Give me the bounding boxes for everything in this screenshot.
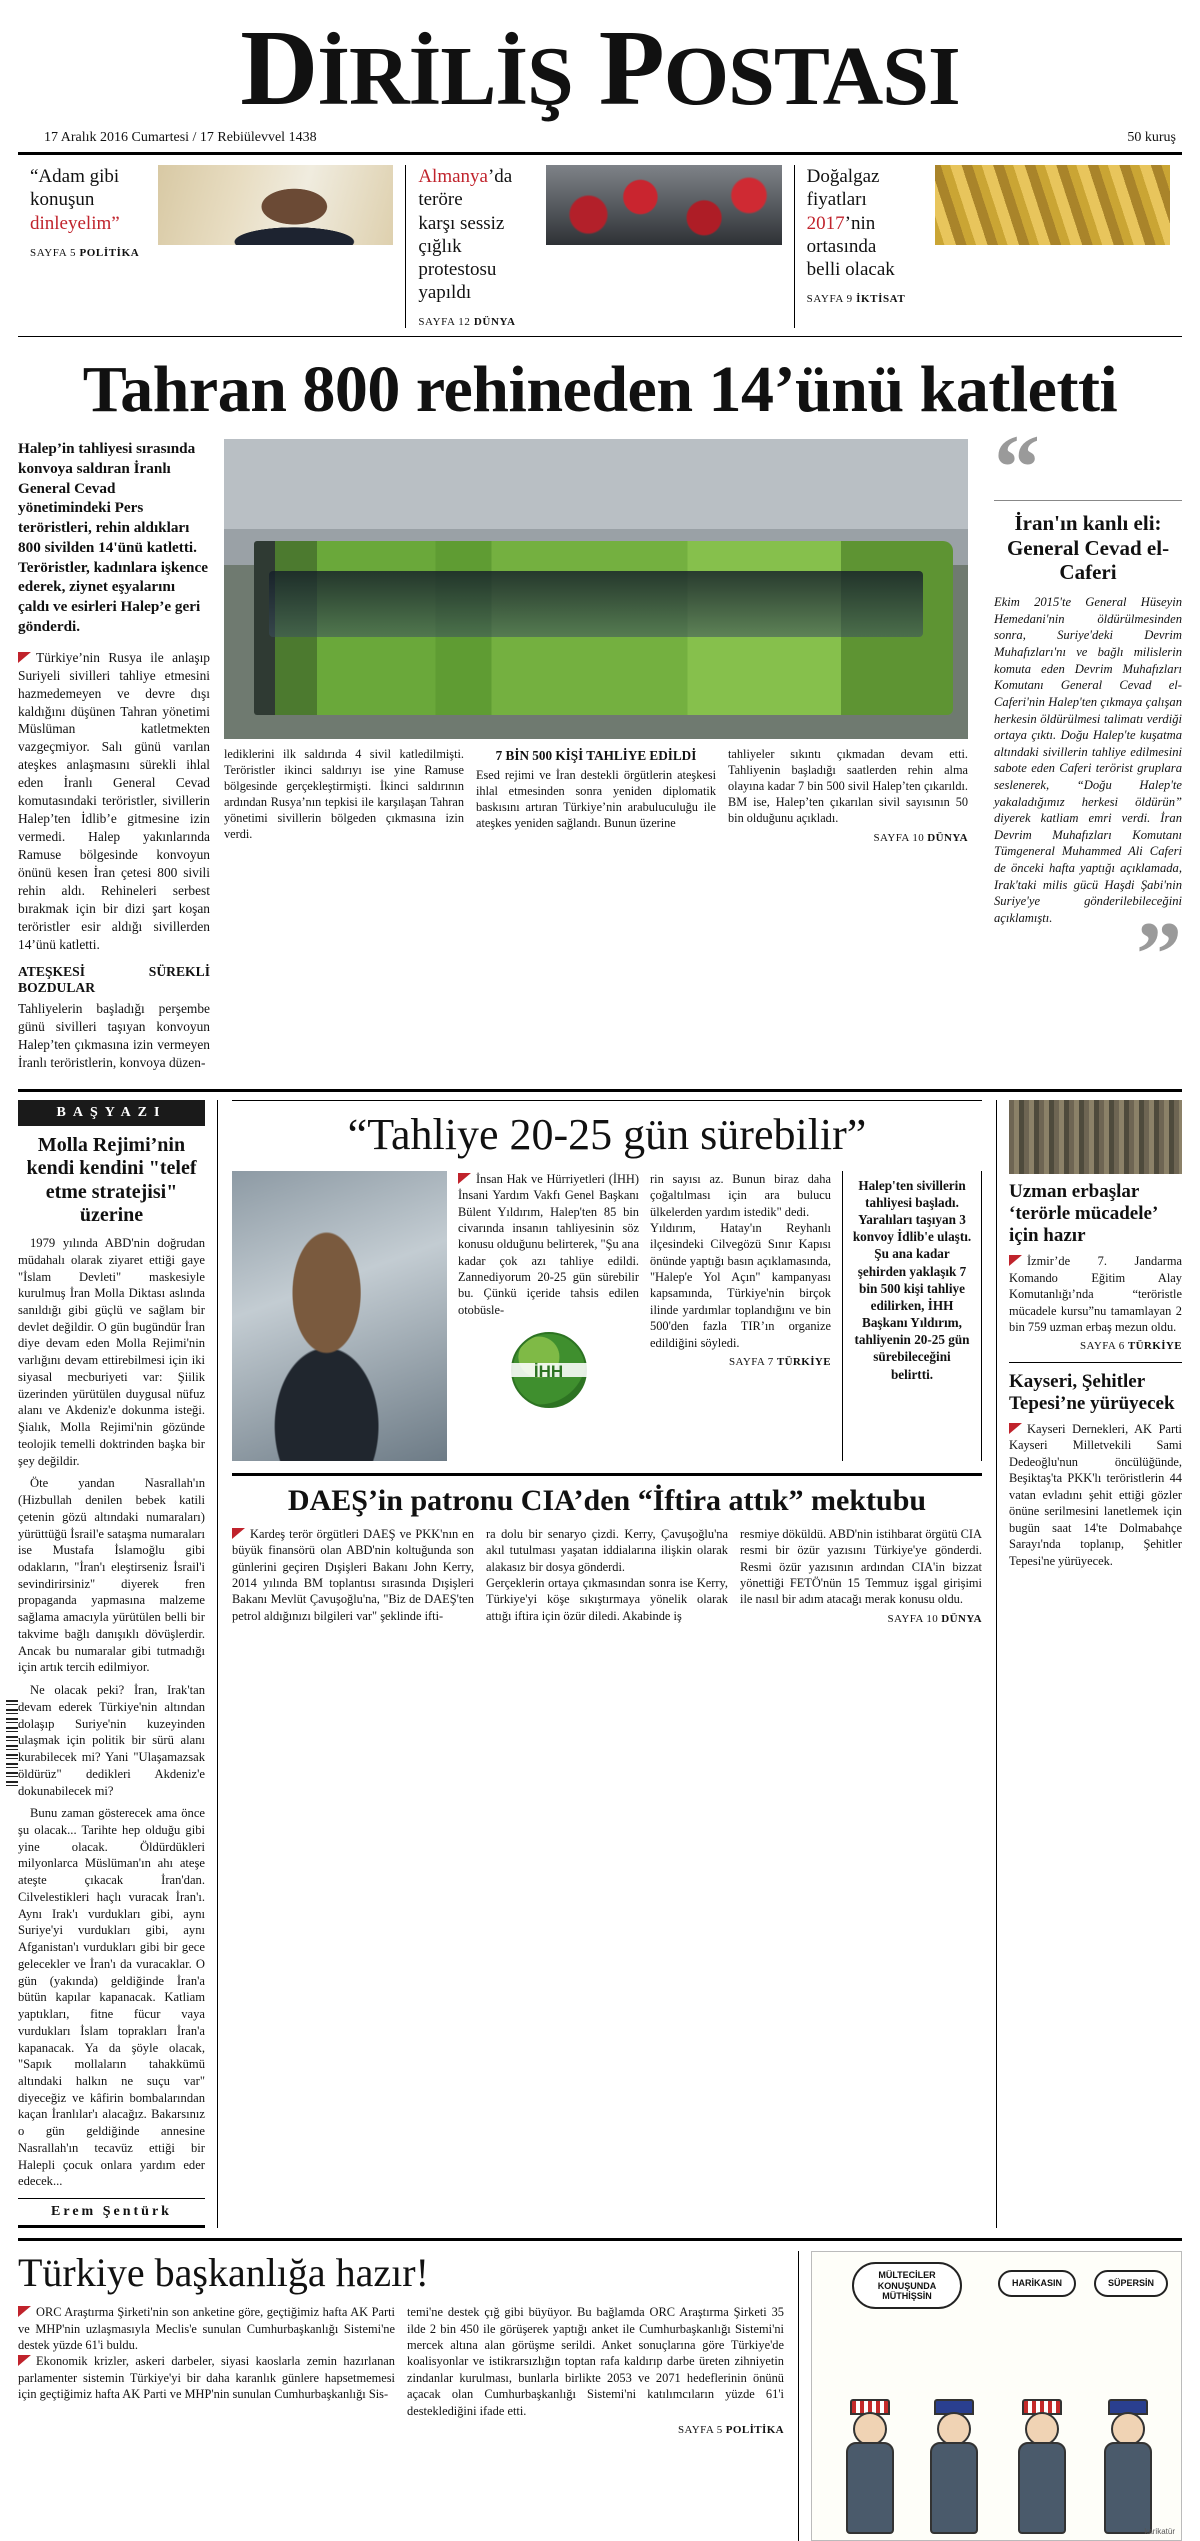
caption-column-2-text: Esed rejimi ve İran destekli örgütlerin ateşkesi ihlal etmesinden sonra yeniden diplomatik baskısını artıran Türkiye’nin arabuluculuğu ile ateşkes yeniden sağlandı. Bunun üzerine <box>476 768 716 831</box>
daes-column-2 <box>486 1526 728 1626</box>
cartoon-signature: karikatür <box>1144 2527 1175 2537</box>
center-text-column-2 <box>650 1171 831 1461</box>
caption-column-1: lediklerini ilk saldırıda 4 sivil katledilmişti. Teröristler ikinci saldırıyı ise yine Ramuse bölgesinde gerçekleştirmişti. İkinci saldırının ardından Rusya’nın tepkisi ile karşılaşan Tahran yönetimi sivillerin bölgeden çıkmasına izin verdi. <box>224 747 464 842</box>
masthead-meta <box>18 124 1182 150</box>
teaser-line-1-red: Almanya <box>418 166 488 188</box>
daes-column-1 <box>232 1526 474 1626</box>
ref-page: SAYFA 5 <box>677 2423 723 2436</box>
bulent-yildirim-photo <box>232 1171 447 1461</box>
title-d: D <box>240 9 318 128</box>
ref-section: DÜNYA <box>927 832 968 845</box>
cartoon-body-3 <box>1018 2442 1066 2534</box>
teaser-item-dunya[interactable] <box>405 165 793 328</box>
center-paragraph-1: İnsan Hak ve Hürriyetleri (İHH) İnsani Yardım Vakfı Genel Başkanı Bülent Yıldırım, Halep'ten 85 bin civarında insanın tahliyesinin söz konusu olduğunu belirterek, "Şu ana kadar çok azı tahliye edildi. Zannediyorum 20-25 gün sürebilir bu. Çünkü içeride tahsis edilen otobüsle- <box>458 1171 639 1317</box>
center-text-column-1 <box>458 1171 639 1461</box>
right-rail <box>996 1100 1182 2228</box>
quote-body: Ekim 2015'te General Hüseyin Hemedani'nin öldürülmesinden sonra, Suriye'deki Devrim Muhafızları'nı ve bağlı milislerin komuta eden Devrim Muhafızları Komutanı General Cevad el-Caferi'nin Halep'ten çıkmaya çalışan herkesin öldürülmesi talimatı verdiği ortaya çıktı. Doğu Halep'te kuşatma altındaki sivillerin tahliye edilmesini sabote eden Caferi terörist gruplara seslenerek, “Doğu Halep'te yakaladığımız herkesi öldürün” diyerek katliam emri verdi. İran Devrim Muhafızları Komutanı Tümgeneral Muhammed Ali Caferi de önceki hafta yaptığı açıklamada, Irak'taki milis gücü Haşdi Şabi'nin Suriye'ye gönderilebileceğini açıklamıştı. <box>994 595 1182 925</box>
cartoon-figure-1 <box>846 2399 894 2534</box>
bottom-right-column <box>798 2251 1182 2541</box>
second-section <box>18 1089 1182 2228</box>
caption-column-3-text: tahliyeler sıkıntı çıkmadan devam etti. Tahliyenin başladığı saatlerden rehin alma olayına kadar 7 bin 500 sivil Halep’ten çıkarıldı. BM ise, Halep’ten çıkarılan sivil sayısının 50 bin olduğunu açıkladı. <box>728 747 968 826</box>
ref-section: DÜNYA <box>473 316 516 329</box>
lead-summary: Halep’in tahliyesi sırasında konvoya saldıran İranlı General Cevad yönetimindeki Pers teröristleri, rehin aldıkları 800 sivilden 14'ünü katletti. Teröristler, kadınlara işkence ederek, ziynet eşyalarını çaldı ve esirleri Halep’e geri gönderdi. <box>18 440 208 635</box>
protest-crowd-photo <box>546 165 781 245</box>
right-item-1-title: Uzman erbaşlar ‘terörle mücadele’ için hazır <box>1009 1181 1157 1247</box>
center-grid <box>232 1171 982 1461</box>
right-item-1-page-ref <box>1009 1340 1182 1352</box>
editorial-paragraph-2: Öte yandan Nasrallah'ın (Hizbullah denilen bebek katili çetenin gözü altındaki numaraları) yürüttüğü İsrail'e sataşma numaraları ise Mustafa İslamoğlu gibi odakların, "İran'ı eleştirseniz İsrail'i sevindirirsiniz" diyerek fren propaganda yapmasına malzeme sağlama amacıyla yürütülen belli bir takvime bağlı danışıklı dövüşlerdir. Ancak bu numaralar gibi tutmadığı için artık tercih edilmiyor. <box>18 1476 205 1675</box>
cartoon-bubble-1: MÜLTECİLER KONUŞUNDA MÜTHİŞSİN <box>852 2262 962 2309</box>
bottom-columns <box>18 2304 784 2437</box>
right-item-2-body <box>1009 1421 1182 1570</box>
lead-story <box>18 343 1182 1079</box>
editorial-author: Erem Şentürk <box>18 2198 205 2228</box>
right-item-1-body <box>1009 1253 1182 1336</box>
teaser-text <box>807 165 935 305</box>
teaser-line-1: ’da teröre <box>418 166 513 211</box>
teaser-headline <box>418 165 538 304</box>
oil-pumpjack-photo <box>935 165 1170 245</box>
editorial-paragraph-4: Bunu zaman gösterecek ama önce şu olacak... Tarihte hep olduğu gibi yine olacak. Öldürdükleri milyonlarca Müslüman'ın ahı ateşe ateşte çıkacak İran'dan. Cilvelestikleri haçlı vuracak İran'ı. Aynı Irak'ı vurdukları gibi, aynı Suriye'yi vurdukları gibi, aynı Afganistan'ı vurdukları gibi bir gece gelecekler ve İran'ı da vuracaklar. O gün (yakında) geldiğinde İran'a bütün kapılar kapanacak. Katliam yaptıkları, fitne fücur vaya vurdukları İslam toprakları İran'a kapanacak. Ya da şöyle olacak, "Sapık mollaların tahakkümü altındaki halkın ne suçu var" diyeceğiz ve kâfirin bombalarından kaçan İranlılar'ı alacağız. Bakarsınız o gün geldiğinde annesine Nasrallah'ın tecavüz ettiği bir Halepli çocuk onlara yardım eder edecek... <box>18 1806 205 2189</box>
lead-page-ref <box>728 831 968 845</box>
teaser-page-ref <box>807 293 927 305</box>
teaser-line-3: belli olacak <box>806 258 895 280</box>
lead-headline: Tahran 800 rehineden 14’ünü katletti <box>82 353 1118 427</box>
teaser-item-politika[interactable] <box>18 165 405 328</box>
center-paragraph-2: rin sayısı az. Bunun biraz daha çoğaltılması için ara bulucu ülkelerden yardım istedik" dedi. <box>650 1171 831 1219</box>
daes-paragraph-3: Gerçeklerin ortaya çıkmasından sonra ise Kerry, Türkiye'yi köşe sıkıştırmaya yönelik olarak attığı iftira için özür diledi. Akabinde iş <box>486 1575 728 1623</box>
editorial-column <box>18 1100 218 2228</box>
teaser-line-2: konuşun <box>30 189 95 211</box>
ref-section: TÜRKİYE <box>776 1355 831 1368</box>
lead-center-column <box>224 439 968 1079</box>
omer-celik-portrait-photo <box>158 165 393 245</box>
teaser-line-2: karşı sessiz çığlık <box>418 212 505 257</box>
teaser-line-2-red: 2017 <box>806 212 845 234</box>
bottom-left-column <box>18 2251 784 2541</box>
quote-close-icon: ” <box>1136 903 1182 1006</box>
ref-page: SAYFA 5 <box>30 246 77 259</box>
bottom-headline: Türkiye başkanlığa hazır! <box>18 2250 429 2296</box>
right-item-2-title: Kayseri, Şehitler Tepesi’ne yürüyecek <box>1009 1370 1175 1414</box>
lead-left-column <box>18 439 210 1079</box>
caption-column-3 <box>728 747 968 845</box>
ref-section: DÜNYA <box>941 1612 982 1625</box>
title-ostasi: OSTASI <box>663 30 960 123</box>
ref-page: SAYFA 9 <box>806 293 853 306</box>
teaser-headline <box>807 165 927 281</box>
ref-section: POLİTİKA <box>79 246 140 259</box>
daes-headline: DAEŞ’in patronu CIA’den “İftira attık” mektubu <box>287 1483 927 1517</box>
cartoon-figure-4 <box>1104 2399 1152 2534</box>
right-item-2-paragraph: Kayseri Dernekleri, AK Parti Kayseri Milletvekili Sami Dedeoğlu'nun öncülüğünde, Beşiktaş'ta PKK'lı teröristlerin 44 vatan evladını şehit ettiği gözler önüne serilmesini lanetlemek için bugün saat 14'te Dolmabahçe Sarayı'nda toplanıp, Şehitler Tepesi'ne yürüyecek. <box>1009 1421 1182 1568</box>
center-summary-box: Halep'ten sivillerin tahliyesi başladı. Yaralıları taşıyan 3 konvoy İdlib'e ulaştı. Şu ana kadar şehirden yaklaşık 7 bin 500 kişi tahliye edilirken, İHH Başkanı Yıldırım, tahliyenin 20-25 gün sürebileceğini belirtti. <box>842 1171 982 1461</box>
cartoon-body-1 <box>846 2442 894 2534</box>
lead-paragraph-1: Türkiye’nin Rusya ile anlaşıp Suriyeli sivilleri tahliye etmesini hazmedemeyen ve devre dışı kaldığını düşünen Tahran yönetimi Müslüman katletmekten vazgeçmiyor. Salı günü varılan ateşkes anlaşmasını sürekli ihlal eden İranlı General Cevad komutasındaki teröristler, sivillerin Halep’ten İdlib’e gitmesine izin vermedi. Halep yakınlarında Ramuse bölgesinde konvoyun önünü kesen İran çetesi 800 sivili rehin aldı. Rehineleri serbest bırakmak için bir dizi şart koşan teröristler esir aldığı sivillerden 14’ünü katletti. <box>18 649 210 952</box>
daes-page-ref <box>740 1612 982 1627</box>
daes-columns <box>232 1526 982 1626</box>
center-column <box>232 1100 982 2228</box>
title-p: P <box>598 9 664 128</box>
cartoon-head-4 <box>1111 2412 1145 2446</box>
teaser-line-2: ’nin ortasında <box>806 212 877 257</box>
ihh-logo-icon <box>503 1324 595 1416</box>
daes-paragraph-4: resmiye döküldü. ABD'nin istihbarat örgütü CIA resmi bir özür yazısını Türkiye'ye gönderdi. Resmi özür yazısının ardından CIA'in bizzat yönettiği FETÖ'nün 15 Temmuz işgal girişimi ile nasıl bir adım atacağı merak konusu oldu. <box>740 1526 982 1607</box>
center-page-ref <box>650 1355 831 1370</box>
caption-column-2 <box>476 747 716 845</box>
right-item-1-paragraph: İzmir’de 7. Jandarma Komando Eğitim Alay Komutanlığı’nda “teröristle mücadele kursu”nu tamamlayan 2 bin 759 uzman erbaş mezun oldu. <box>1009 1254 1182 1335</box>
teaser-page-ref <box>418 316 538 328</box>
quote-open-icon: “ <box>994 416 1040 519</box>
ref-section: POLİTİKA <box>725 2423 784 2436</box>
daes-story <box>232 1473 982 1626</box>
lead-paragraph-2: Tahliyelerin başladığı perşembe günü sivilleri taşıyan konvoyun Halep’ten çıkmasına izin vermeyen İranlı teröristlerin, konvoya düzen- <box>18 1001 210 1071</box>
cartoon-body-2 <box>930 2442 978 2534</box>
bottom-column-1 <box>18 2304 395 2437</box>
quote-title: İran'ın kanlı eli: General Cevad el-Caferi <box>1006 511 1170 584</box>
cartoon-figure-3 <box>1018 2399 1066 2534</box>
teaser-bottom-divider <box>18 336 1182 337</box>
right-rail-divider <box>1009 1362 1182 1363</box>
ihh-logo-text: İHH <box>533 1361 564 1381</box>
masthead <box>18 0 1182 155</box>
quote-sidebar <box>982 416 1182 1079</box>
teaser-text <box>418 165 546 328</box>
lead-body <box>18 649 210 1073</box>
teaser-text <box>30 165 158 259</box>
daes-paragraph-2: ra dolu bir senaryo çizdi. Kerry, Çavuşoğlu'na akıl tutulması yaşatan iddialarına ilişkin olarak alakasız bir dosya gönderdi. <box>486 1526 728 1574</box>
publication-date: 17 Aralık 2016 Cumartesi / 17 Rebiülevvel 1438 <box>44 130 317 146</box>
cartoon-head-3 <box>1025 2412 1059 2446</box>
bottom-paragraph-3: temi'ne destek çığ gibi büyüyor. Bu bağlamda ORC Araştırma Şirketi 35 ilde 2 bin 450 ile görüşerek yaptığı anket ile Cumhurbaşkanlığı Sistemi'ni mercek altına alan görüşme serildi. Anket sonuçlarına göre Türkiye'de koalisyonlar ve istikrarsızlığın toptan rafa kaldırıp darbe üreten zihniyetin zindanlar kurulması, bunlarla birlikte 2053 ve 2071 hedeflerinin önünü açacak olan Cumhurbaşkanlığı Sistemi'ni katılımcıların yüzde 61'i desteklediğini ifade etti. <box>407 2305 784 2418</box>
cartoon-body-4 <box>1104 2442 1152 2534</box>
ref-page: SAYFA 10 <box>887 1612 939 1625</box>
ref-page: SAYFA 7 <box>729 1355 774 1368</box>
editorial-section-label: BAŞYAZI <box>18 1100 205 1126</box>
teaser-line-3: protestosu yapıldı <box>418 258 497 304</box>
ref-page: SAYFA 12 <box>418 316 471 329</box>
ref-section: TÜRKİYE <box>1127 1339 1182 1352</box>
daes-column-3 <box>740 1526 982 1626</box>
editorial-paragraph-3: Ne olacak peki? İran, Irak'tan devam ederek Türkiye'nin altından dolaşıp Suriye'nin kuzeyinden ulaşmak için politik bir sürü alanı kurabilecek mi? Yani "Ulaşamazsak öldürüz" dedikleri Akdeniz'e dokunabilecek mi? <box>18 1683 205 1798</box>
teaser-item-iktisat[interactable] <box>794 165 1182 328</box>
teaser-page-ref <box>30 247 150 259</box>
teaser-line-1: “Adam gibi <box>30 166 120 188</box>
ref-page: SAYFA 6 <box>1080 1339 1125 1352</box>
masthead-divider <box>18 152 1182 155</box>
ref-section: İKTİSAT <box>856 293 906 306</box>
teaser-line-3: dinleyelim” <box>30 212 120 234</box>
teaser-line-1: Doğalgaz fiyatları <box>806 166 880 211</box>
lead-caption-row <box>224 747 968 845</box>
editorial-title: Molla Rejimi’nin kendi kendini "telef etme stratejisi" üzerine <box>26 1134 197 1226</box>
editorial-paragraph-1: 1979 yılında ABD'nin doğrudan müdahalı olarak ziyaret ettiği gaye "İslam Devleti" maskesiyle kurulmuş İran Molla Diktası aslında sanıldığı gibi güçlü ve sağlam bir devlet değildir. O gün bugündür İran diye devam eden Molla Rejimi'nin varlığını devam ettirebilmesi için iki siyasal mecburiyeti var: Şiilik üzerinden yürütülen duygusal nüfuz alanı ve Akdeniz'e dokunma isteği. Şialık, Molla Rejimi'nin gözünde teolojik temelli doktrinden başka bir şey değildir. <box>18 1236 205 1468</box>
lead-grid <box>18 416 1182 1079</box>
bottom-paragraph-2: Ekonomik krizler, askeri darbeler, siyasi kaoslarla zemin hazırlanan parlamenter sistemin Türkiye'yi bir daha karanlık günlere hapsetmemesi için geçtiğimiz hafta AK Parti ve MHP'nin sunulan Cumhurbaşkanlığı Sis- <box>18 2354 395 2402</box>
cartoon-head-2 <box>937 2412 971 2446</box>
editorial-body <box>18 1235 205 2190</box>
bottom-section <box>18 2238 1182 2541</box>
political-cartoon <box>811 2251 1182 2541</box>
cartoon-figure-2 <box>930 2399 978 2534</box>
teaser-strip <box>18 165 1182 336</box>
cover-price: 50 kuruş <box>1127 130 1176 146</box>
title-irilis: İRİLİŞ <box>317 30 573 123</box>
bottom-column-2 <box>407 2304 784 2437</box>
lead-subhead: ATEŞKESİ SÜREKLİ BOZDULAR <box>18 963 210 996</box>
ref-page: SAYFA 10 <box>873 832 925 845</box>
barcode <box>6 1700 18 1790</box>
newspaper-title <box>18 9 1182 128</box>
center-headline: “Tahliye 20-25 gün sürebilir” <box>232 1100 982 1171</box>
bottom-page-ref <box>407 2423 784 2438</box>
teaser-headline <box>30 165 150 235</box>
cartoon-bubble-2: HARİKASIN <box>998 2270 1076 2296</box>
daes-paragraph-1: Kardeş terör örgütleri DAEŞ ve PKK'nın en büyük finansörü olan ABD'nin koltuğunda son günlerini geçiren Dışişleri Bakanı John Kerry, 2014 yılında BM toplantısı sırasında Dışişleri Bakanı Mevlüt Çavuşoğlu'na, "Biz de DAEŞ'ten petrol aldığınızı bilgileri var" şeklinde ifti- <box>232 1526 474 1623</box>
aleppo-convoy-photo <box>224 439 968 739</box>
center-paragraph-3: Yıldırım, Hatay'ın Reyhanlı ilçesindeki Cilvegözü Sınır Kapısı önünde yaptığı basın açıklamasında, "Halep'e Yol Açın" kampanyası kapsamında, Türkiye'nin birçok ilinde yardımlar toplandığını ve bin 500'den fazla TIR’ın organize edildiğini söyledi. <box>650 1220 831 1350</box>
soldiers-formation-photo <box>1009 1100 1182 1174</box>
cartoon-bubble-3: SÜPERSİN <box>1094 2270 1168 2296</box>
caption-kicker: 7 BİN 500 KİŞİ TAHLİYE EDİLDİ <box>495 748 697 764</box>
cartoon-head-1 <box>853 2412 887 2446</box>
bottom-paragraph-1: ORC Araştırma Şirketi'nin son anketine göre, geçtiğimiz hafta AK Parti ve MHP'nin uzlaşmasıyla Meclis'e sunulan Cumhurbaşkanlığı Sistemi'ne destek yüzde 61'i buldu. <box>18 2305 395 2353</box>
